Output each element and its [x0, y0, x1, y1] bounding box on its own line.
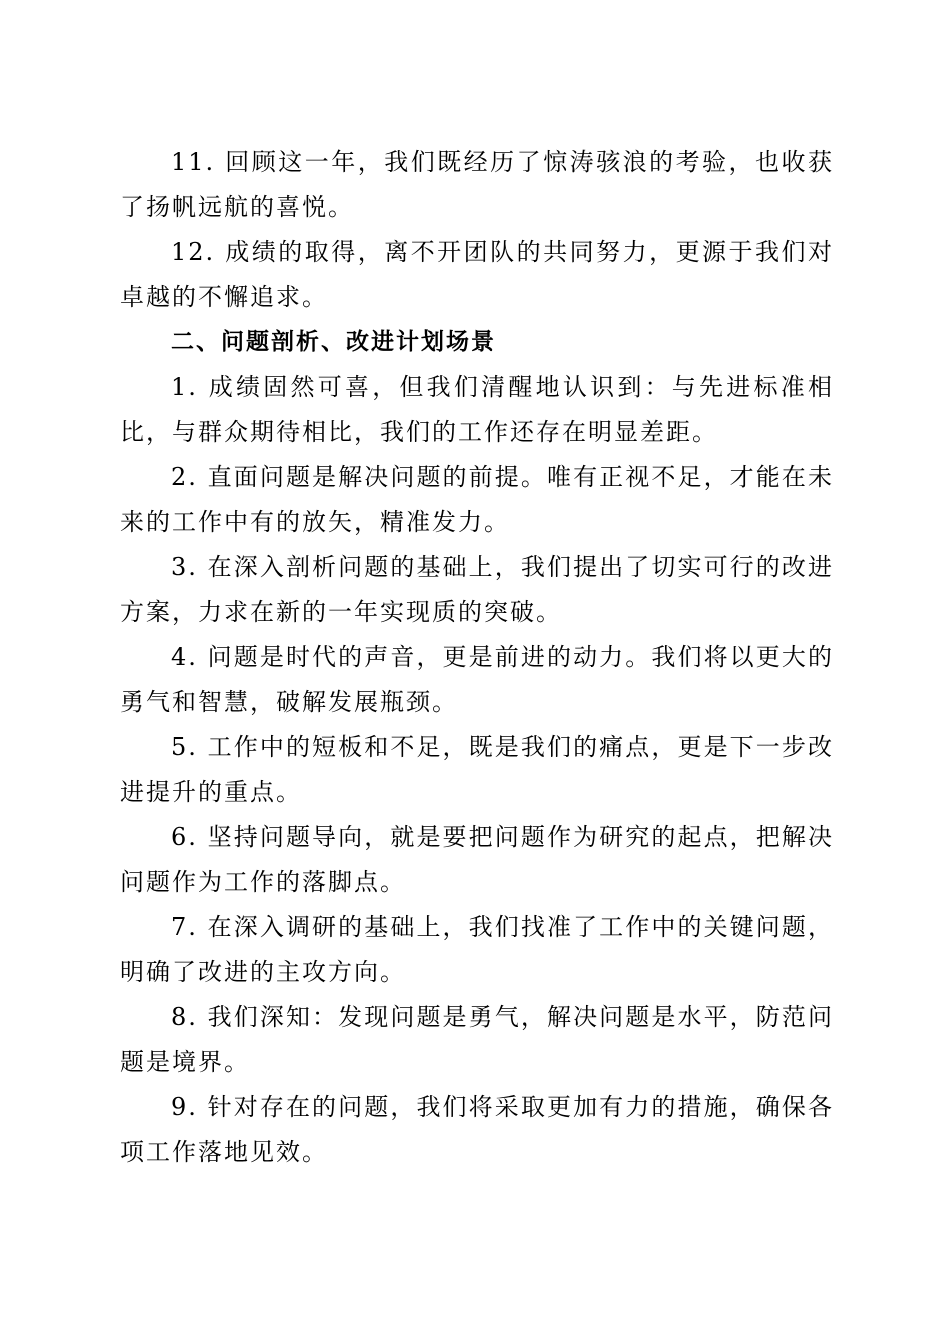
paragraph-4: 4. 问题是时代的声音，更是前进的动力。我们将以更大的勇气和智慧，破解发展瓶颈。 — [120, 643, 834, 716]
paragraph-12: 12. 成绩的取得，离不开团队的共同努力，更源于我们对卓越的不懈追求。 — [120, 238, 834, 311]
paragraph-3: 3. 在深入剖析问题的基础上，我们提出了切实可行的改进方案，力求在新的一年实现质的突破。 — [120, 553, 834, 626]
paragraph-8: 8. 我们深知：发现问题是勇气，解决问题是水平，防范问题是境界。 — [120, 1003, 834, 1076]
paragraph-9: 9. 针对存在的问题，我们将采取更加有力的措施，确保各项工作落地见效。 — [120, 1093, 834, 1166]
section-heading: 二、问题剖析、改进计划场景 — [171, 329, 496, 355]
paragraph-6: 6. 坚持问题导向，就是要把问题作为研究的起点，把解决问题作为工作的落脚点。 — [120, 823, 834, 896]
paragraph-7: 7. 在深入调研的基础上，我们找准了工作中的关键问题，明确了改进的主攻方向。 — [120, 913, 834, 986]
paragraph-1: 1. 成绩固然可喜，但我们清醒地认识到：与先进标准相比，与群众期待相比，我们的工作还存在明显差距。 — [120, 373, 834, 446]
paragraph-5: 5. 工作中的短板和不足，既是我们的痛点，更是下一步改进提升的重点。 — [120, 733, 834, 806]
document-page — [120, 140, 834, 1175]
paragraph-2: 2. 直面问题是解决问题的前提。唯有正视不足，才能在未来的工作中有的放矢，精准发力。 — [120, 463, 834, 536]
paragraph-11: 11. 回顾这一年，我们既经历了惊涛骇浪的考验，也收获了扬帆远航的喜悦。 — [120, 148, 834, 221]
